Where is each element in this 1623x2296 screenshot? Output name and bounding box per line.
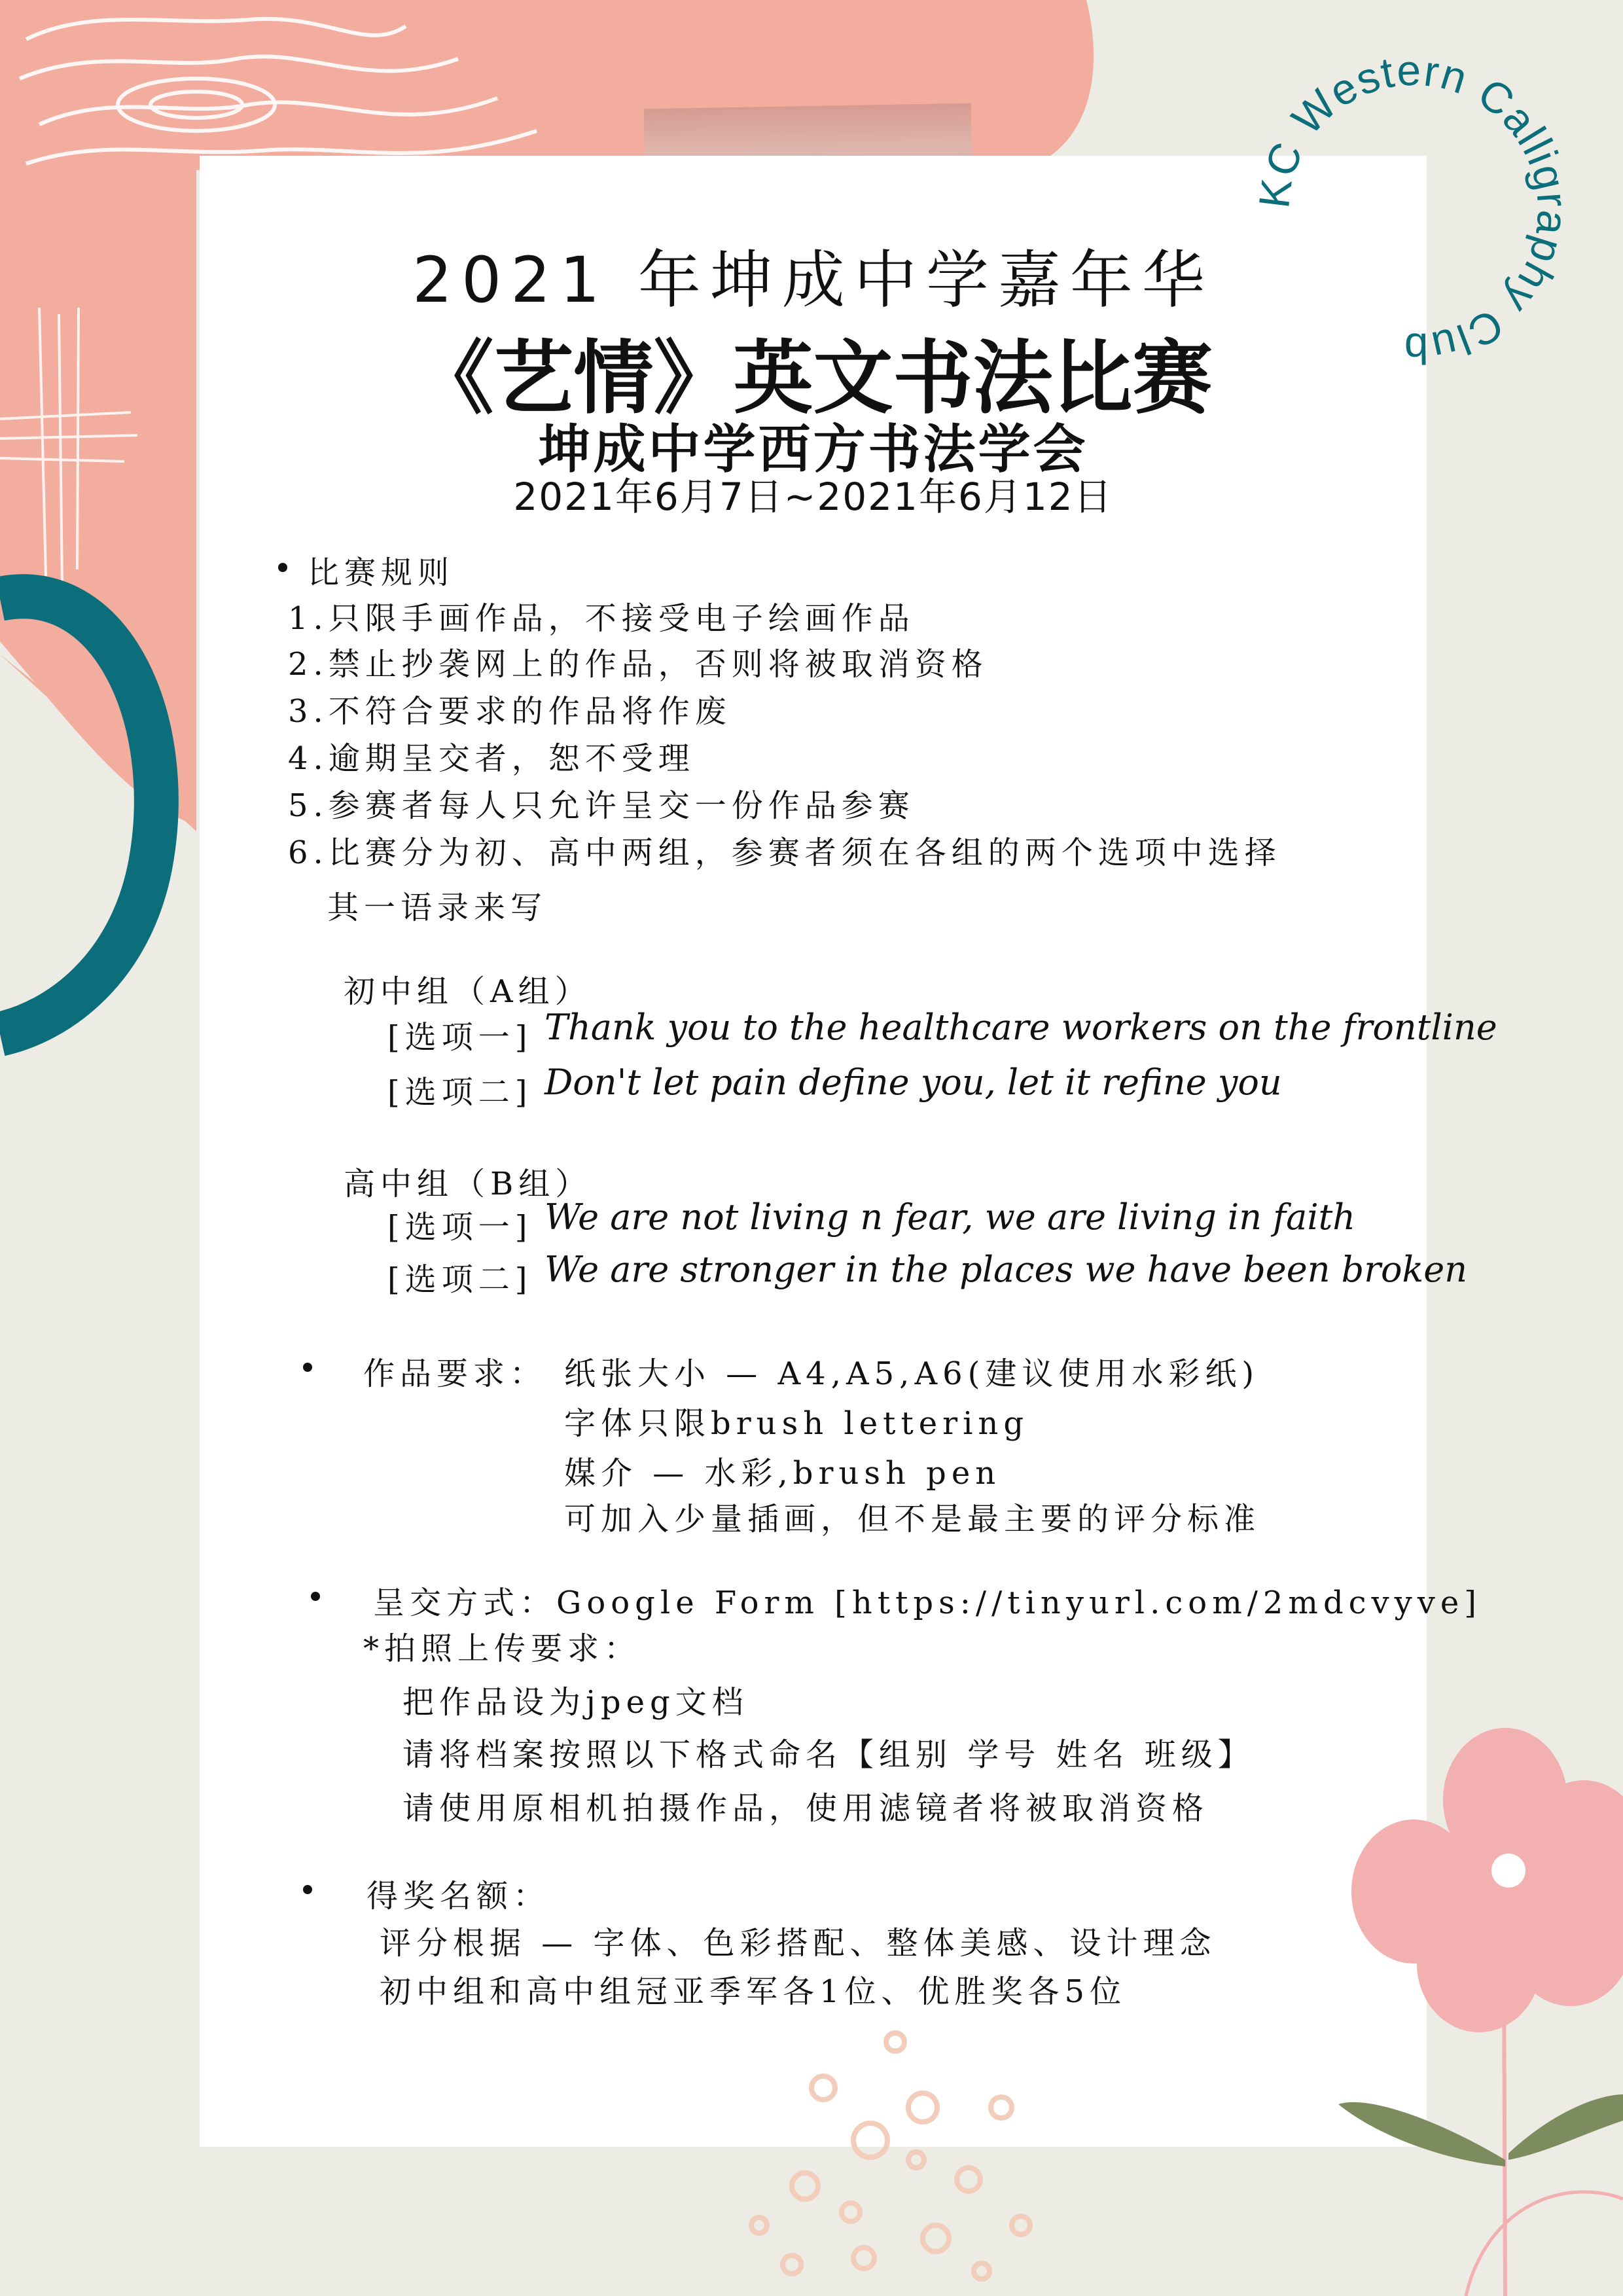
bullet-dot (311, 1592, 320, 1601)
awards-label: 得奖名额： (366, 1878, 550, 1914)
requirement-line: 可加入少量插画，但不是最主要的评分标准 (564, 1501, 1261, 1537)
option-tag: [选项一] (387, 1019, 533, 1056)
date-range: 2021年6月7日~2021年6月12日 (513, 475, 1113, 519)
awards-line: 评分根据 — 字体、色彩搭配、整体美感、设计理念 (380, 1925, 1217, 1962)
requirement-line: 纸张大小 — A4,A5,A6(建议使用水彩纸) (564, 1355, 1260, 1392)
bullet-dot (303, 1363, 312, 1372)
rule-item-continuation: 其一语录来写 (327, 889, 548, 926)
option-quote: Don't let pain define you, let it refine you (544, 1062, 1282, 1103)
rule-item: 3.不符合要求的作品将作废 (288, 693, 732, 730)
rule-item: 5.参赛者每人只允许呈交一份作品参赛 (288, 787, 915, 824)
rule-item: 4.逾期呈交者，恕不受理 (288, 740, 695, 777)
option-quote: We are not living n fear, we are living in faith (544, 1196, 1356, 1238)
option-tag: [选项二] (387, 1261, 533, 1298)
rule-item: 6.比赛分为初、高中两组，参赛者须在各组的两个选项中选择 (288, 834, 1281, 871)
photo-requirements-heading: *拍照上传要求： (363, 1630, 641, 1667)
title-line1: 2021 年坤成中学嘉年华 (412, 243, 1214, 317)
rules-heading: 比赛规则 (308, 554, 455, 591)
club-badge-text: KC Western Calligraphy Club (1249, 45, 1578, 374)
bullet-dot (303, 1885, 312, 1894)
group-a-label: 初中组（A组） (344, 973, 592, 1010)
photo-requirement-line: 把作品设为jpeg文档 (402, 1684, 749, 1721)
option-tag: [选项一] (387, 1209, 533, 1246)
rule-item: 1.只限手画作品，不接受电子绘画作品 (288, 600, 915, 637)
title-line3: 坤成中学西方书法学会 (538, 419, 1088, 480)
photo-requirement-line: 请使用原相机拍摄作品，使用滤镜者将被取消资格 (402, 1790, 1209, 1827)
group-b-label: 高中组（B组） (344, 1166, 592, 1202)
awards-line: 初中组和高中组冠亚季军各1位、优胜奖各5位 (380, 1973, 1127, 2010)
photo-requirement-line: 请将档案按照以下格式命名【组别 学号 姓名 班级】 (402, 1736, 1255, 1773)
bullet-dot (278, 563, 287, 572)
option-tag: [选项二] (387, 1074, 533, 1111)
requirements-label: 作品要求： (363, 1355, 547, 1392)
requirement-line: 字体只限brush lettering (564, 1405, 1029, 1442)
option-quote: Thank you to the healthcare workers on the frontline (544, 1007, 1497, 1048)
requirement-line: 媒介 — 水彩,brush pen (564, 1455, 1001, 1492)
option-quote: We are stronger in the places we have been broken (544, 1249, 1468, 1290)
submission-label: 呈交方式：Google Form [https://tinyurl.com/2mdcvyve] (373, 1585, 1482, 1621)
title-line2: 《艺情》英文书法比赛 (414, 332, 1213, 425)
rule-item: 2.禁止抄袭网上的作品，否则将被取消资格 (288, 646, 988, 683)
